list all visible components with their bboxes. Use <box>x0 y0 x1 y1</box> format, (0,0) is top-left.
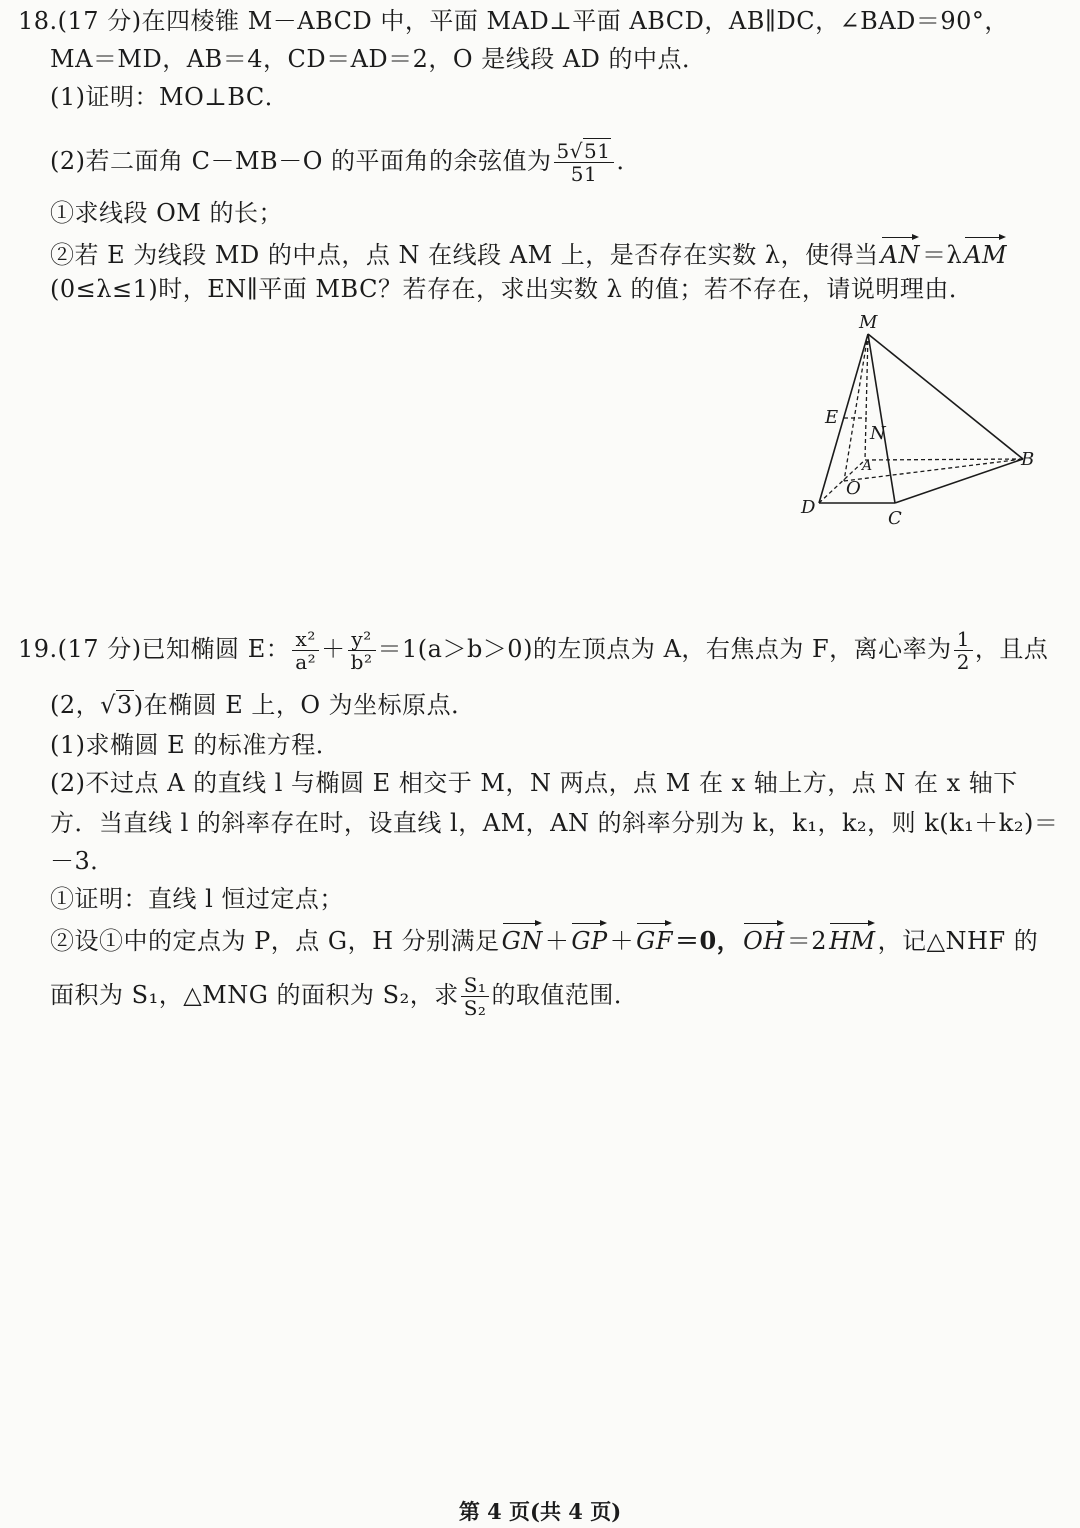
equals-zero: ＝0， <box>674 926 742 955</box>
label-d: D <box>801 497 816 518</box>
q18-sub2-text: ②若 E 为线段 MD 的中点，点 N 在线段 AM 上，是否存在实数 λ，使得当 <box>50 241 879 269</box>
q19-line-1 <box>18 628 1048 673</box>
q18-line-1: 18.(17 分)在四棱锥 M－ABCD 中，平面 MAD⊥平面 ABCD，AB∥DC，∠BAD＝90°， <box>18 7 1009 35</box>
vector-gf: GF <box>636 920 673 956</box>
point-coord-end: )在椭圆 E 上，O 为坐标原点． <box>133 691 476 719</box>
fraction-x-den: a² <box>295 650 317 674</box>
q19-part2: (2)不过点 A 的直线 l 与椭圆 E 相交于 M，N 两点，点 M 在 x 轴上方，点 N 在 x 轴下 <box>50 769 1018 797</box>
q19-part1: (1)求椭圆 E 的标准方程． <box>50 731 341 759</box>
vector-am: AM <box>964 234 1007 270</box>
fraction-y-num: y² <box>348 628 376 651</box>
edge-cb <box>895 459 1023 503</box>
q19-intro: 19.(17 分)已知椭圆 E： <box>18 635 291 663</box>
label-m: M <box>859 312 878 333</box>
label-c: C <box>888 508 902 529</box>
point-coord-start: (2， <box>50 691 101 719</box>
lambda-equals: ＝λ <box>921 241 963 269</box>
q19-sub2 <box>50 920 1038 956</box>
fraction-s2: S₂ <box>463 996 487 1020</box>
plus-sign-2: ＋ <box>544 927 570 955</box>
fraction-half <box>954 628 973 673</box>
label-n: N <box>870 423 886 444</box>
equals-two: ＝2 <box>786 927 828 955</box>
q18-sub2-cont: (0≤λ≤1)时，EN∥平面 MBC？若存在，求出实数 λ 的值；若不存在，请说明理由． <box>50 275 974 303</box>
page-footer: 第 4 页(共 4 页) <box>458 1499 622 1524</box>
q19-part2-cont2: －3． <box>50 847 115 875</box>
label-b: B <box>1021 449 1035 470</box>
vector-hm: HM <box>829 920 876 956</box>
q19-sub2-text: ②设①中的定点为 P，点 G，H 分别满足 <box>50 927 500 955</box>
plus-sign-3: ＋ <box>609 927 635 955</box>
fraction-x-num: x² <box>292 628 319 651</box>
q19-line1-end: ，且点 <box>974 635 1049 663</box>
q19-sub1: ①证明：直线 l 恒过定点； <box>50 885 344 913</box>
pyramid-figure <box>795 310 1045 530</box>
edge-ma <box>865 334 868 460</box>
cosine-fraction: $\frac{5√51}{51}$ <box>554 140 615 185</box>
vector-gn: GN <box>502 920 543 956</box>
fraction-coefficient: 5 <box>556 139 570 163</box>
edge-mb <box>868 334 1023 459</box>
fraction-y <box>348 628 376 673</box>
fraction-y-den: b² <box>350 650 373 674</box>
q18-part2-end: ． <box>616 147 641 175</box>
q19-sub2-cont <box>50 974 638 1019</box>
label-a: A <box>862 458 873 474</box>
q19-ellipse-desc: ＝1(a＞b＞0)的左顶点为 A，右焦点为 F，离心率为 <box>377 635 952 663</box>
q18-sub2 <box>50 234 1009 270</box>
vector-oh: OH <box>743 920 785 956</box>
label-o: O <box>846 478 861 499</box>
q18-part2 <box>50 140 641 185</box>
q18-sub1: ①求线段 OM 的长； <box>50 199 284 227</box>
fraction-half-den: 2 <box>956 650 970 674</box>
fraction-s1-s2 <box>461 974 490 1019</box>
q19-sub2-end: ，记△NHF 的 <box>877 927 1039 955</box>
fraction-radicand: 51 <box>584 139 611 163</box>
q19-part2-cont: 方．当直线 l 的斜率存在时，设直线 l，AM，AN 的斜率分别为 k，k₁，k₂，则 k(k₁＋k₂)＝ <box>50 809 1059 837</box>
label-e: E <box>825 407 839 428</box>
plus-sign: ＋ <box>321 635 346 663</box>
fraction-half-num: 1 <box>954 628 973 651</box>
q19-area-end: 的取值范围． <box>491 981 639 1009</box>
fraction-s1: S₁ <box>461 974 490 997</box>
q19-line-2: (2，√3)在椭圆 E 上，O 为坐标原点． <box>50 691 476 719</box>
vector-an: AN <box>881 234 920 270</box>
vector-gp: GP <box>571 920 607 956</box>
fraction-x <box>292 628 319 673</box>
q19-area-text: 面积为 S₁，△MNG 的面积为 S₂，求 <box>50 981 459 1009</box>
q18-part2-text: (2)若二面角 C－MB－O 的平面角的余弦值为 <box>50 147 552 175</box>
fraction-denominator: 51 <box>570 162 598 186</box>
q18-line-2: MA＝MD，AB＝4，CD＝AD＝2，O 是线段 AD 的中点． <box>50 45 707 73</box>
sqrt-three: 3 <box>116 691 133 719</box>
q18-part1: (1)证明：MO⊥BC． <box>50 83 290 111</box>
